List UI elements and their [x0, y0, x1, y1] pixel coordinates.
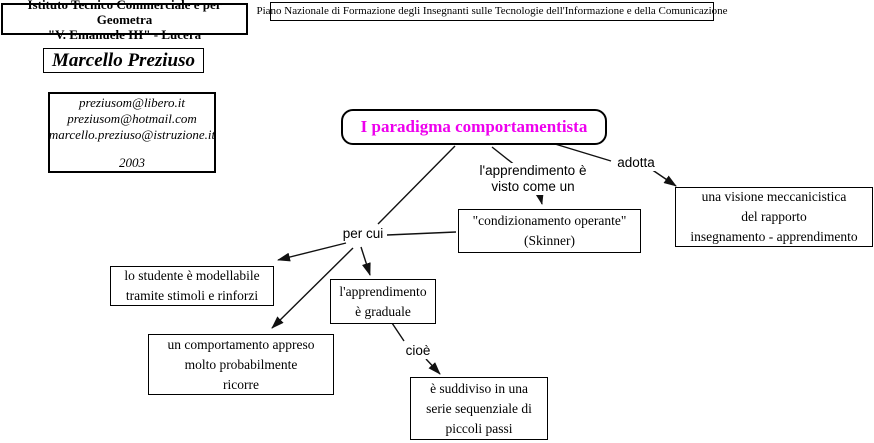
- email-libero: preziusom@libero.it: [79, 94, 185, 110]
- node-visione-line1: una visione meccanicistica: [701, 189, 847, 204]
- connector-percui-to-graduale: [361, 247, 370, 275]
- node-visione-line3: insegnamento - apprendimento: [690, 229, 858, 244]
- node-graduale-line2: è graduale: [355, 303, 411, 319]
- map-title-text: I paradigma comportamentista: [360, 117, 588, 136]
- email-istruzione: marcello.preziuso@istruzione.it: [48, 126, 216, 142]
- node-studente-line2: tramite stimoli e rinforzi: [125, 288, 259, 303]
- link-label-cioe[interactable]: cioè: [401, 343, 435, 359]
- program-title-text: Piano Nazionale di Formazione degli Insegnanti sulle Tecnologie dell'Informazione e della Comunicazione: [256, 5, 728, 17]
- connector-percui-to-studente: [278, 243, 346, 260]
- node-suddiviso-line3: piccoli passi: [445, 420, 513, 436]
- node-graduale-line1: l'apprendimento: [339, 283, 427, 299]
- node-studente-line1: lo studente è modellabile: [124, 268, 260, 283]
- node-comportamento-line1: un comportamento appreso: [167, 336, 315, 352]
- node-apprendimento-graduale[interactable]: [330, 279, 436, 324]
- connector-graduale-to-cioe: [392, 323, 404, 341]
- node-comportamento-appreso[interactable]: [148, 334, 334, 395]
- node-comportamento-line3: ricorre: [223, 376, 259, 392]
- node-suddiviso-passi[interactable]: [410, 377, 548, 440]
- map-title-node[interactable]: [341, 109, 607, 145]
- email-hotmail: preziusom@hotmail.com: [67, 110, 197, 126]
- school-name-box: [1, 0, 248, 42]
- author-name-text: Marcello Preziuso: [51, 49, 196, 71]
- node-studente-modellabile[interactable]: [110, 266, 274, 306]
- connector-percui-to-condizionamento: [387, 232, 456, 235]
- contact-info-box: [48, 92, 216, 173]
- link-label-visto-come[interactable]: [479, 163, 587, 195]
- school-name-line2: "V. Emanuele III" - Lucera: [47, 26, 202, 42]
- link-label-visto-line1: l'apprendimento: [479, 163, 576, 178]
- school-name-line1: Istituto Tecnico Commerciale e per Geometra: [27, 0, 222, 27]
- author-name-box: [43, 48, 204, 73]
- link-label-visto-line2: è visto come un: [491, 163, 587, 194]
- node-visione-line2: del rapporto: [741, 209, 807, 224]
- connector-cioe-to-suddiviso: [426, 359, 440, 374]
- program-title-box: [256, 2, 728, 21]
- link-label-adotta[interactable]: adotta: [612, 155, 660, 171]
- year-label: 2003: [119, 154, 145, 170]
- node-condizionamento-line2: (Skinner): [524, 233, 575, 248]
- node-condizionamento-operante[interactable]: [458, 209, 641, 253]
- connector-title-to-adotta: [555, 144, 611, 161]
- node-comportamento-line2: molto probabilmente: [184, 356, 298, 372]
- node-condizionamento-line1: "condizionamento operante": [472, 213, 627, 228]
- node-visione-meccanicistica[interactable]: [675, 187, 873, 247]
- node-suddiviso-line1: è suddiviso in una: [430, 380, 528, 396]
- link-label-per-cui[interactable]: per cui: [339, 226, 387, 242]
- connector-title-to-percui: [378, 146, 455, 224]
- node-suddiviso-line2: serie sequenziale di: [426, 400, 532, 416]
- connector-adotta-to-visione: [651, 169, 676, 186]
